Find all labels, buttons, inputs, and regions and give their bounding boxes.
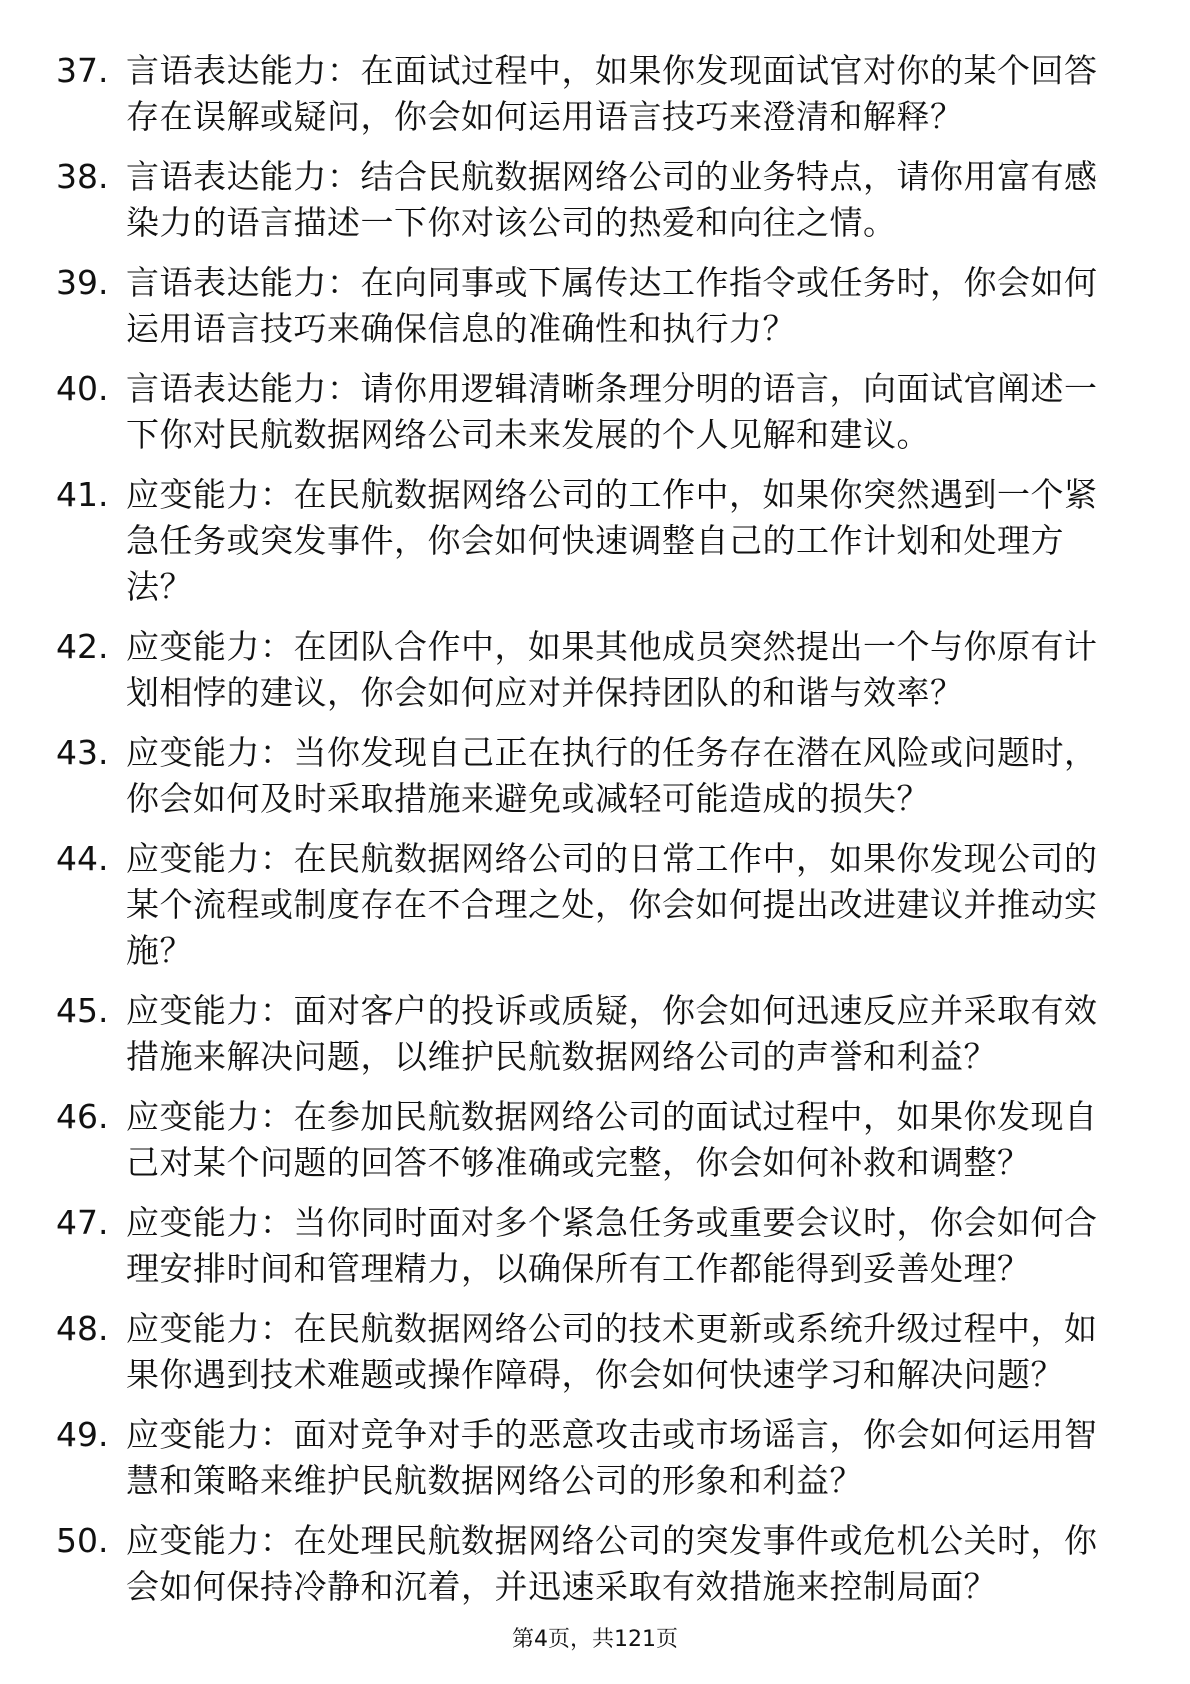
question-text: 言语表达能力：在面试过程中，如果你发现面试官对你的某个回答存在误解或疑问，你会如何运用语言技巧来澄清和解释？ (126, 51, 1098, 136)
question-item (56, 1412, 1116, 1504)
question-number: 45. (56, 991, 109, 1030)
question-text: 应变能力：面对竞争对手的恶意攻击或市场谣言，你会如何运用智慧和策略来维护民航数据网络公司的形象和利益？ (126, 1415, 1098, 1500)
question-number: 48. (56, 1309, 109, 1348)
question-item (56, 1306, 1116, 1398)
question-number: 40. (56, 369, 109, 408)
question-text: 应变能力：在民航数据网络公司的技术更新或系统升级过程中，如果你遇到技术难题或操作障碍，你会如何快速学习和解决问题？ (126, 1309, 1098, 1394)
question-text: 应变能力：面对客户的投诉或质疑，你会如何迅速反应并采取有效措施来解决问题，以维护民航数据网络公司的声誉和利益？ (126, 991, 1098, 1076)
question-text: 应变能力：在参加民航数据网络公司的面试过程中，如果你发现自己对某个问题的回答不够准确或完整，你会如何补救和调整？ (126, 1097, 1098, 1182)
question-list (56, 48, 1116, 1624)
question-text: 应变能力：在团队合作中，如果其他成员突然提出一个与你原有计划相悖的建议，你会如何应对并保持团队的和谐与效率？ (126, 627, 1098, 712)
question-number: 44. (56, 839, 109, 878)
question-number: 37. (56, 51, 109, 90)
question-item (56, 1094, 1116, 1186)
question-number: 49. (56, 1415, 109, 1454)
question-item (56, 836, 1116, 974)
question-item (56, 730, 1116, 822)
question-number: 50. (56, 1521, 109, 1560)
question-item (56, 472, 1116, 610)
question-number: 38. (56, 157, 109, 196)
question-item (56, 1518, 1116, 1610)
page-footer (0, 1625, 1190, 1655)
question-item (56, 988, 1116, 1080)
question-number: 46. (56, 1097, 109, 1136)
question-item (56, 366, 1116, 458)
question-item (56, 1200, 1116, 1292)
question-text: 言语表达能力：在向同事或下属传达工作指令或任务时，你会如何运用语言技巧来确保信息的准确性和执行力？ (126, 263, 1098, 348)
question-text: 应变能力：当你发现自己正在执行的任务存在潜在风险或问题时，你会如何及时采取措施来避免或减轻可能造成的损失？ (126, 733, 1098, 818)
question-text: 言语表达能力：请你用逻辑清晰条理分明的语言，向面试官阐述一下你对民航数据网络公司未来发展的个人见解和建议。 (126, 369, 1098, 454)
question-number: 43. (56, 733, 109, 772)
question-number: 39. (56, 263, 109, 302)
question-item (56, 624, 1116, 716)
question-item (56, 154, 1116, 246)
question-text: 应变能力：当你同时面对多个紧急任务或重要会议时，你会如何合理安排时间和管理精力，以确保所有工作都能得到妥善处理？ (126, 1203, 1098, 1288)
question-number: 47. (56, 1203, 109, 1242)
question-text: 应变能力：在民航数据网络公司的工作中，如果你突然遇到一个紧急任务或突发事件，你会如何快速调整自己的工作计划和处理方法？ (126, 475, 1098, 606)
question-text: 应变能力：在民航数据网络公司的日常工作中，如果你发现公司的某个流程或制度存在不合理之处，你会如何提出改进建议并推动实施？ (126, 839, 1098, 970)
question-text: 应变能力：在处理民航数据网络公司的突发事件或危机公关时，你会如何保持冷静和沉着，并迅速采取有效措施来控制局面？ (126, 1521, 1098, 1606)
question-number: 41. (56, 475, 109, 514)
question-number: 42. (56, 627, 109, 666)
page-number-label: 第4页，共121页 (512, 1627, 678, 1652)
question-item (56, 260, 1116, 352)
question-item (56, 48, 1116, 140)
question-text: 言语表达能力：结合民航数据网络公司的业务特点，请你用富有感染力的语言描述一下你对该公司的热爱和向往之情。 (126, 157, 1098, 242)
